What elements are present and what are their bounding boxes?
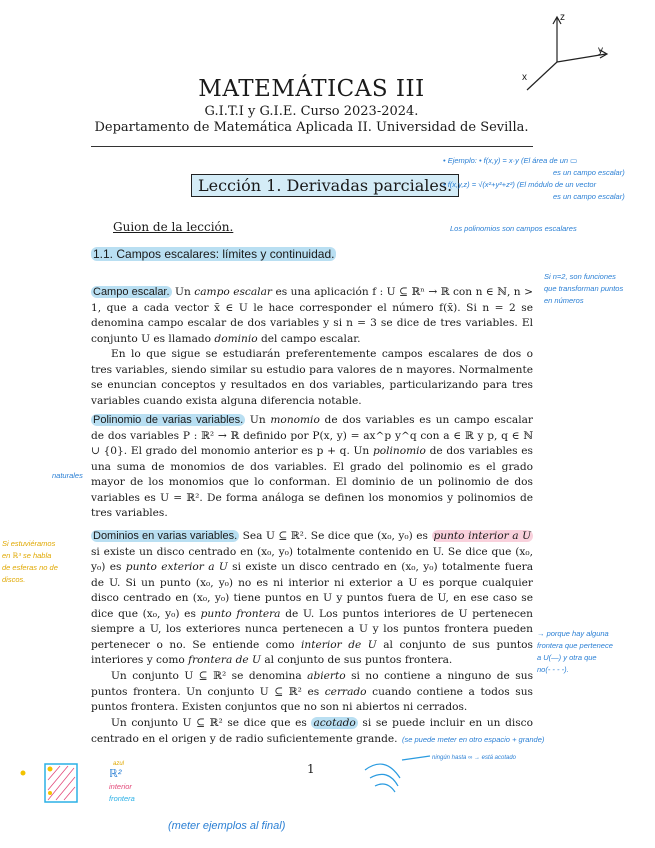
text: si existe un disco centrado en (x₀, y₀) totalmente fuera de U. Si un punto (x₀, y₀) no es ni interior ni exterior a U es porque cualquier disco centrado en (x₀, y₀) tiene puntos en U y puntos fuera de U, en ese caso se dice que (x₀, y₀) es [91, 561, 534, 620]
note-frontera [537, 628, 652, 676]
emph-interior: interior de U [301, 638, 377, 651]
emph-acotado: acotado [313, 717, 356, 729]
axis-label-y: y [598, 45, 603, 56]
text: Sea U ⊆ ℝ². Se dice que (x₀, y₀) es [239, 530, 432, 542]
text: al conjunto de sus puntos interiores y como [91, 638, 533, 666]
page-title: MATEMÁTICAS III [198, 76, 425, 102]
note-line: interior [109, 782, 132, 791]
note-line: → porque hay alguna [537, 629, 609, 638]
text: Un [171, 286, 195, 298]
text: si existe un disco centrado en (x₀, y₀) totalmente contenido en U. Se dice que (x₀, y₀) es [91, 545, 533, 573]
note-n2 [544, 271, 652, 307]
note-line: ℝ² [109, 768, 122, 780]
axis-label-z: z [560, 12, 565, 23]
term-dominios: Dominios en varias variables. [93, 530, 238, 542]
axis-label-x: x [522, 72, 527, 83]
note-ejemplo [443, 155, 648, 203]
term-polinomio: Polinomio de varias variables. [93, 414, 244, 426]
emph-dominio: dominio [214, 332, 258, 345]
text: Un conjunto U ⊆ ℝ² se denomina [111, 670, 308, 682]
note-acotado: ningún hasta ∞ → está acotado [432, 755, 516, 761]
note-meter-ejemplos: (meter ejemplos al final) [168, 820, 286, 832]
text: Un [245, 414, 271, 426]
emph-polinomio: polinomio [372, 445, 426, 457]
note-line: que transforman puntos [544, 284, 624, 293]
note-line: a U(—) y otra que [537, 653, 597, 662]
section-heading [91, 247, 336, 261]
guion-heading: Guion de la lección. [113, 220, 234, 234]
emph-campo-escalar: campo escalar [194, 286, 272, 298]
note-line: • Ejemplo: • f(x,y) = x·y (El área de un ▭ [443, 156, 578, 165]
emph-monomio: monomio [270, 414, 320, 426]
text: de U. Los puntos interiores de U pertenecen siempre a U, los exteriores nunca pertenecen a U y los puntos frontera pueden pertenecer o no. Se entiende como [91, 607, 533, 651]
emph-cerrado: cerrado [324, 685, 367, 698]
note-line: Si estuviéramos [2, 539, 56, 548]
note-polinomios: Los polinomios son campos escalares [450, 224, 577, 233]
note-line: • f(x,y,z) = √(x²+y²+z²) (El módulo de un vector [443, 180, 597, 189]
paragraph-campo-escalar [91, 285, 533, 347]
paragraph-en-lo-que-sigue [91, 347, 533, 409]
note-sketch [109, 768, 159, 805]
emph-frontera: frontera de U [188, 654, 261, 666]
page-number: 1 [307, 762, 315, 776]
text: del campo escalar. [257, 332, 361, 345]
lesson-title: Lección 1. Derivadas parciales. [191, 174, 459, 197]
note-line: frontera que pertenece [537, 641, 613, 650]
note-line: es un campo escalar) [553, 192, 625, 201]
text: cuando contiene a todos sus puntos frontera. Existen conjuntos que no son ni abiertos ni cerrados. [91, 685, 533, 713]
emph-punto-exterior: punto exterior a U [125, 561, 228, 573]
note-line: discos. [2, 575, 26, 584]
text: de dos variables es una suma de monomios de dos variables. El grado del polinomio es el grado mayor de los monomios que lo conforman. El dominio de un polinomio de dos variables es U = ℝ². De forma análoga se definen los monomios y polinomios de tres variables. [91, 445, 533, 519]
text: si no contiene a ninguno de sus puntos frontera. Un conjunto U ⊆ ℝ² es [91, 670, 533, 698]
course-subtitle: G.I.T.I y G.I.E. Curso 2023-2024. [204, 104, 419, 119]
text: si se puede incluir en un disco centrado en el origen y de radio suficientemente grande. [91, 717, 533, 745]
text: En lo que sigue se estudiarán preferentemente campos escalares de dos o tres variables, siendo similar su estudio para valores de n mayores. Normalmente se enuncian conceptos y resultados en dos variables, particularizando para tres variables cuando exista alguna diferencia notable. [91, 348, 533, 407]
note-line: de esferas no de [2, 563, 58, 572]
note-naturales: naturales [52, 471, 83, 480]
note-line: no(- - - -). [537, 665, 569, 674]
note-sketch-top: azul [113, 761, 125, 767]
term-campo-escalar: Campo escalar. [93, 286, 170, 298]
header-rule [91, 146, 533, 147]
paragraph-dominios [91, 529, 533, 669]
note-esferas [2, 538, 84, 586]
department-line: Departamento de Matemática Aplicada II. Universidad de Sevilla. [94, 120, 529, 135]
text: de dos variables es un campo escalar de dos variables P : ℝ² → ℝ definido por P(x, y) = ax^p y^q con a ∈ ℝ y p, q ∈ ℕ ∪ {0}. El grado del monomio anterior es p + q. Un [91, 414, 533, 457]
emph-punto-interior: punto interior a U [433, 530, 531, 542]
emph-abierto: abierto [307, 670, 346, 682]
note-line: frontera [109, 794, 135, 803]
paragraph-polinomio [91, 413, 533, 522]
note-line: es un campo escalar) [553, 168, 625, 177]
text: al conjunto de sus puntos frontera. [260, 654, 453, 666]
paragraph-abierto-cerrado [91, 669, 533, 716]
text: Un conjunto U ⊆ ℝ² se dice que es [111, 717, 312, 729]
note-line: Si n=2, son funciones [544, 272, 616, 281]
section-heading-text: 1.1. Campos escalares: límites y continuidad. [93, 247, 335, 261]
note-line: en ℝ³ se habla [2, 551, 52, 560]
emph-punto-frontera: punto frontera [200, 607, 281, 620]
note-espacio-grande: (se puede meter en otro espacio + grande) [402, 735, 545, 744]
text: es una aplicación f : U ⊆ ℝⁿ → ℝ con n ∈ ℕ, n > 1, que a cada vector x̄ ∈ U le hace corresponder el número f(x̄). Si n = 2 se denomina campo escalar de dos variables y si n = 3 se dice de tres variables. El conjunto U es llamado [91, 286, 533, 345]
note-line: en números [544, 296, 584, 305]
